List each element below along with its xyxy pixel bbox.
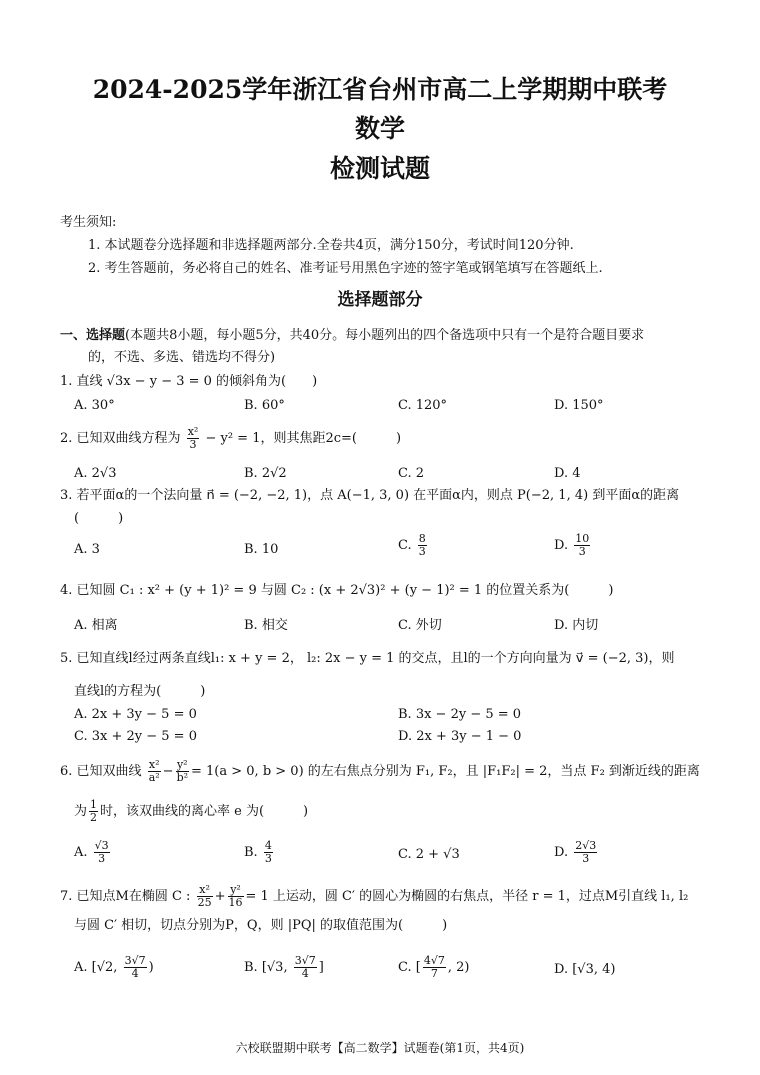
q1-option-d: D. 150° bbox=[554, 398, 604, 413]
q4-option-d: D. 内切 bbox=[554, 618, 599, 633]
q1-option-a: A. 30° bbox=[74, 398, 115, 413]
q7-f1-num: x² bbox=[197, 884, 213, 897]
q7-a-den: 4 bbox=[131, 967, 139, 980]
q7-stem-b: = 1 上运动，圆 C′ 的圆心为椭圆的右焦点，半径 r = 1，过点M引直线 l₁, l₂ bbox=[245, 889, 689, 904]
q3-d-den: 3 bbox=[578, 545, 586, 558]
q4-option-b: B. 相交 bbox=[244, 618, 288, 633]
part1-desc-line1: (本题共8小题，每小题5分，共40分。每小题列出的四个备选项中只有一个是符合题目要求 bbox=[125, 328, 645, 343]
q7-c-den: 7 bbox=[430, 967, 438, 980]
q2-option-a: A. 2√3 bbox=[74, 466, 117, 481]
q7-f2-den: 16 bbox=[228, 896, 243, 909]
q6-d-frac bbox=[574, 840, 597, 865]
q3-stem-line1: 3. 若平面α的一个法向量 n⃗ = (−2, −2, 1)，点 A(−1, 3, 0) 在平面α内，则点 P(−2, 1, 4) 到平面α的距离 bbox=[60, 488, 680, 503]
q3-option-c-label: C. bbox=[398, 538, 412, 553]
q7-frac-2 bbox=[228, 884, 244, 909]
q7-f1-den: 25 bbox=[197, 896, 212, 909]
q3-option-d-frac bbox=[574, 533, 590, 558]
q7-frac-1 bbox=[197, 884, 213, 909]
q3-c-num: 8 bbox=[418, 532, 426, 545]
q5-option-c: C. 3x + 2y − 5 = 0 bbox=[74, 729, 197, 744]
q7-option-c bbox=[398, 955, 469, 980]
q7-a-post: ) bbox=[148, 960, 154, 975]
q5-option-b: B. 3x − 2y − 5 = 0 bbox=[398, 707, 522, 722]
q6-stem-line2 bbox=[74, 799, 308, 824]
q4-option-a: A. 相离 bbox=[74, 618, 118, 633]
part1-label: 一、选择题 bbox=[60, 328, 126, 343]
exam-subject: 数学 bbox=[354, 114, 405, 143]
q7-b-frac bbox=[294, 955, 317, 980]
q3-option-b: B. 10 bbox=[244, 542, 279, 557]
q6-a-num: √3 bbox=[94, 839, 109, 852]
q6-frac-2 bbox=[176, 759, 189, 784]
q6-half-den: 2 bbox=[90, 811, 98, 824]
q7-stem-line2: 与圆 C′ 相切，切点分别为P，Q，则 |PQ| 的取值范围为( ) bbox=[74, 918, 448, 933]
q6-half-num: 1 bbox=[90, 798, 98, 811]
q7-a-num: 3√7 bbox=[124, 954, 146, 967]
q3-option-d bbox=[554, 533, 592, 558]
q6-f1-num: x² bbox=[148, 758, 160, 771]
q7-c-frac bbox=[423, 955, 446, 980]
q2-stem bbox=[60, 426, 401, 451]
q6-half-frac bbox=[89, 799, 98, 824]
q6-d-label: D. bbox=[554, 845, 569, 860]
q6-option-b bbox=[244, 840, 275, 865]
q7-b-post: ] bbox=[318, 960, 324, 975]
q6-line2-b: 时，该双曲线的离心率 e 为( ) bbox=[100, 804, 309, 819]
q7-b-pre: [√3, bbox=[261, 960, 292, 975]
q6-option-c: C. 2 + √3 bbox=[398, 847, 460, 862]
q2-fraction bbox=[187, 426, 200, 451]
q3-option-c bbox=[398, 533, 429, 558]
q6-b-frac bbox=[264, 840, 273, 865]
q6-a-frac bbox=[94, 840, 110, 865]
q6-d-den: 3 bbox=[582, 852, 590, 865]
q6-option-d bbox=[554, 840, 599, 865]
q1-option-b: B. 60° bbox=[244, 398, 285, 413]
q5-stem-line1: 5. 已知直线l经过两条直线l₁: x + y = 2， l₂: 2x − y = 1 的交点，且l的一个方向向量为 v⃗ = (−2, 3)，则 bbox=[60, 651, 675, 666]
q7-stem-a: 7. 已知点M在椭圆 C : bbox=[60, 889, 191, 904]
part1-desc-line2: 的，不选、多选、错选均不得分) bbox=[88, 350, 276, 365]
q2-option-c: C. 2 bbox=[398, 466, 425, 481]
q6-b-num: 4 bbox=[264, 839, 272, 852]
q3-c-den: 3 bbox=[418, 545, 426, 558]
q6-f1-den: a² bbox=[148, 771, 160, 784]
section-title: 选择题部分 bbox=[337, 290, 423, 310]
q7-option-b bbox=[244, 955, 324, 980]
q7-option-d: D. [√3, 4) bbox=[554, 962, 616, 977]
q5-option-a: A. 2x + 3y − 5 = 0 bbox=[74, 707, 197, 722]
q6-stem-b: = 1(a > 0, b > 0) 的左右焦点分别为 F₁, F₂，且 |F₁F₂| = 2，当点 F₂ 到渐近线的距离 bbox=[191, 764, 700, 779]
q2-option-b: B. 2√2 bbox=[244, 466, 287, 481]
q6-a-label: A. bbox=[74, 845, 88, 860]
notice-heading: 考生须知: bbox=[60, 215, 117, 230]
q3-stem-line2: ( ) bbox=[74, 511, 124, 526]
notice-item-1: 1. 本试题卷分选择题和非选择题两部分.全卷共4页，满分150分，考试时间120分钟. bbox=[88, 238, 574, 253]
q6-b-den: 3 bbox=[264, 852, 272, 865]
q7-c-label: C. bbox=[398, 960, 412, 975]
q5-stem-line2: 直线l的方程为( ) bbox=[74, 684, 206, 699]
exam-subtitle: 检测试题 bbox=[329, 154, 430, 183]
q3-option-a: A. 3 bbox=[74, 542, 100, 557]
q4-stem: 4. 已知圆 C₁ : x² + (y + 1)² = 9 与圆 C₂ : (x + 2√3)² + (y − 1)² = 1 的位置关系为( ) bbox=[60, 583, 614, 598]
q3-option-d-label: D. bbox=[554, 538, 569, 553]
q7-f2-num: y² bbox=[228, 884, 244, 897]
q7-c-num: 4√7 bbox=[423, 954, 445, 967]
q2-stem-b: − y² = 1，则其焦距2c=( ) bbox=[205, 431, 402, 446]
q6-b-label: B. bbox=[244, 845, 258, 860]
q2-frac-den: 3 bbox=[189, 438, 197, 451]
q3-d-num: 10 bbox=[575, 532, 590, 545]
q3-option-c-frac bbox=[418, 533, 427, 558]
page-footer: 六校联盟期中联考【高二数学】试题卷(第1页，共4页) bbox=[235, 1041, 525, 1055]
q6-stem-line1: 6. 已知双曲线 $\frac{\text{x²}}{\text{a²}}$ − $\frac{\text{y²}}{\text{b²}}$ = 1(a > 0, b > 0) 的左右焦点分别为 F₁, F₂，且 |F₁F₂| = 2，当点 F₂ 到渐近线的距离 bbox=[60, 758, 700, 784]
notice-item-2: 2. 考生答题前，务必将自己的姓名、准考证号用黑色字迹的签字笔或钢笔填写在答题纸上. bbox=[88, 261, 603, 276]
q7-option-a bbox=[74, 955, 154, 980]
q7-c-post: , 2) bbox=[447, 960, 470, 975]
q6-f2-num: y² bbox=[176, 758, 188, 771]
q7-stem-line1: 7. 已知点M在椭圆 C : $\frac{\text{x²}}{25}$ + $\frac{\text{y²}}{16}$ = 1 上运动，圆 C′ 的圆心为椭圆的右焦点，半径 r = 1，过点M引直线 l₁, l₂ bbox=[60, 883, 689, 909]
q7-a-pre: [√2, bbox=[91, 960, 122, 975]
q2-stem-a: 2. 已知双曲线方程为 bbox=[60, 431, 181, 446]
q6-a-den: 3 bbox=[98, 852, 106, 865]
q2-frac-num: x² bbox=[187, 425, 199, 438]
q6-d-num: 2√3 bbox=[575, 839, 597, 852]
q6-stem-a: 6. 已知双曲线 bbox=[60, 764, 142, 779]
part1-header bbox=[60, 327, 644, 345]
q4-option-c: C. 外切 bbox=[398, 618, 442, 633]
q7-a-frac bbox=[124, 955, 147, 980]
q7-b-den: 4 bbox=[301, 967, 309, 980]
q7-b-label: B. bbox=[244, 960, 258, 975]
q7-b-num: 3√7 bbox=[294, 954, 316, 967]
q7-c-pre: [ bbox=[415, 960, 421, 975]
q2-option-d: D. 4 bbox=[554, 466, 581, 481]
q7-a-label: A. bbox=[74, 960, 88, 975]
q1-option-c: C. 120° bbox=[398, 398, 448, 413]
exam-title: 2024-2025学年浙江省台州市高二上学期期中联考 bbox=[92, 75, 668, 104]
q6-frac-1 bbox=[148, 759, 161, 784]
q5-option-d: D. 2x + 3y − 1 − 0 bbox=[398, 729, 522, 744]
q6-line2-a: 为 bbox=[74, 804, 88, 819]
q6-option-a bbox=[74, 840, 112, 865]
q1-stem: 1. 直线 √3x − y − 3 = 0 的倾斜角为( ) bbox=[60, 374, 318, 389]
q6-f2-den: b² bbox=[176, 771, 189, 784]
